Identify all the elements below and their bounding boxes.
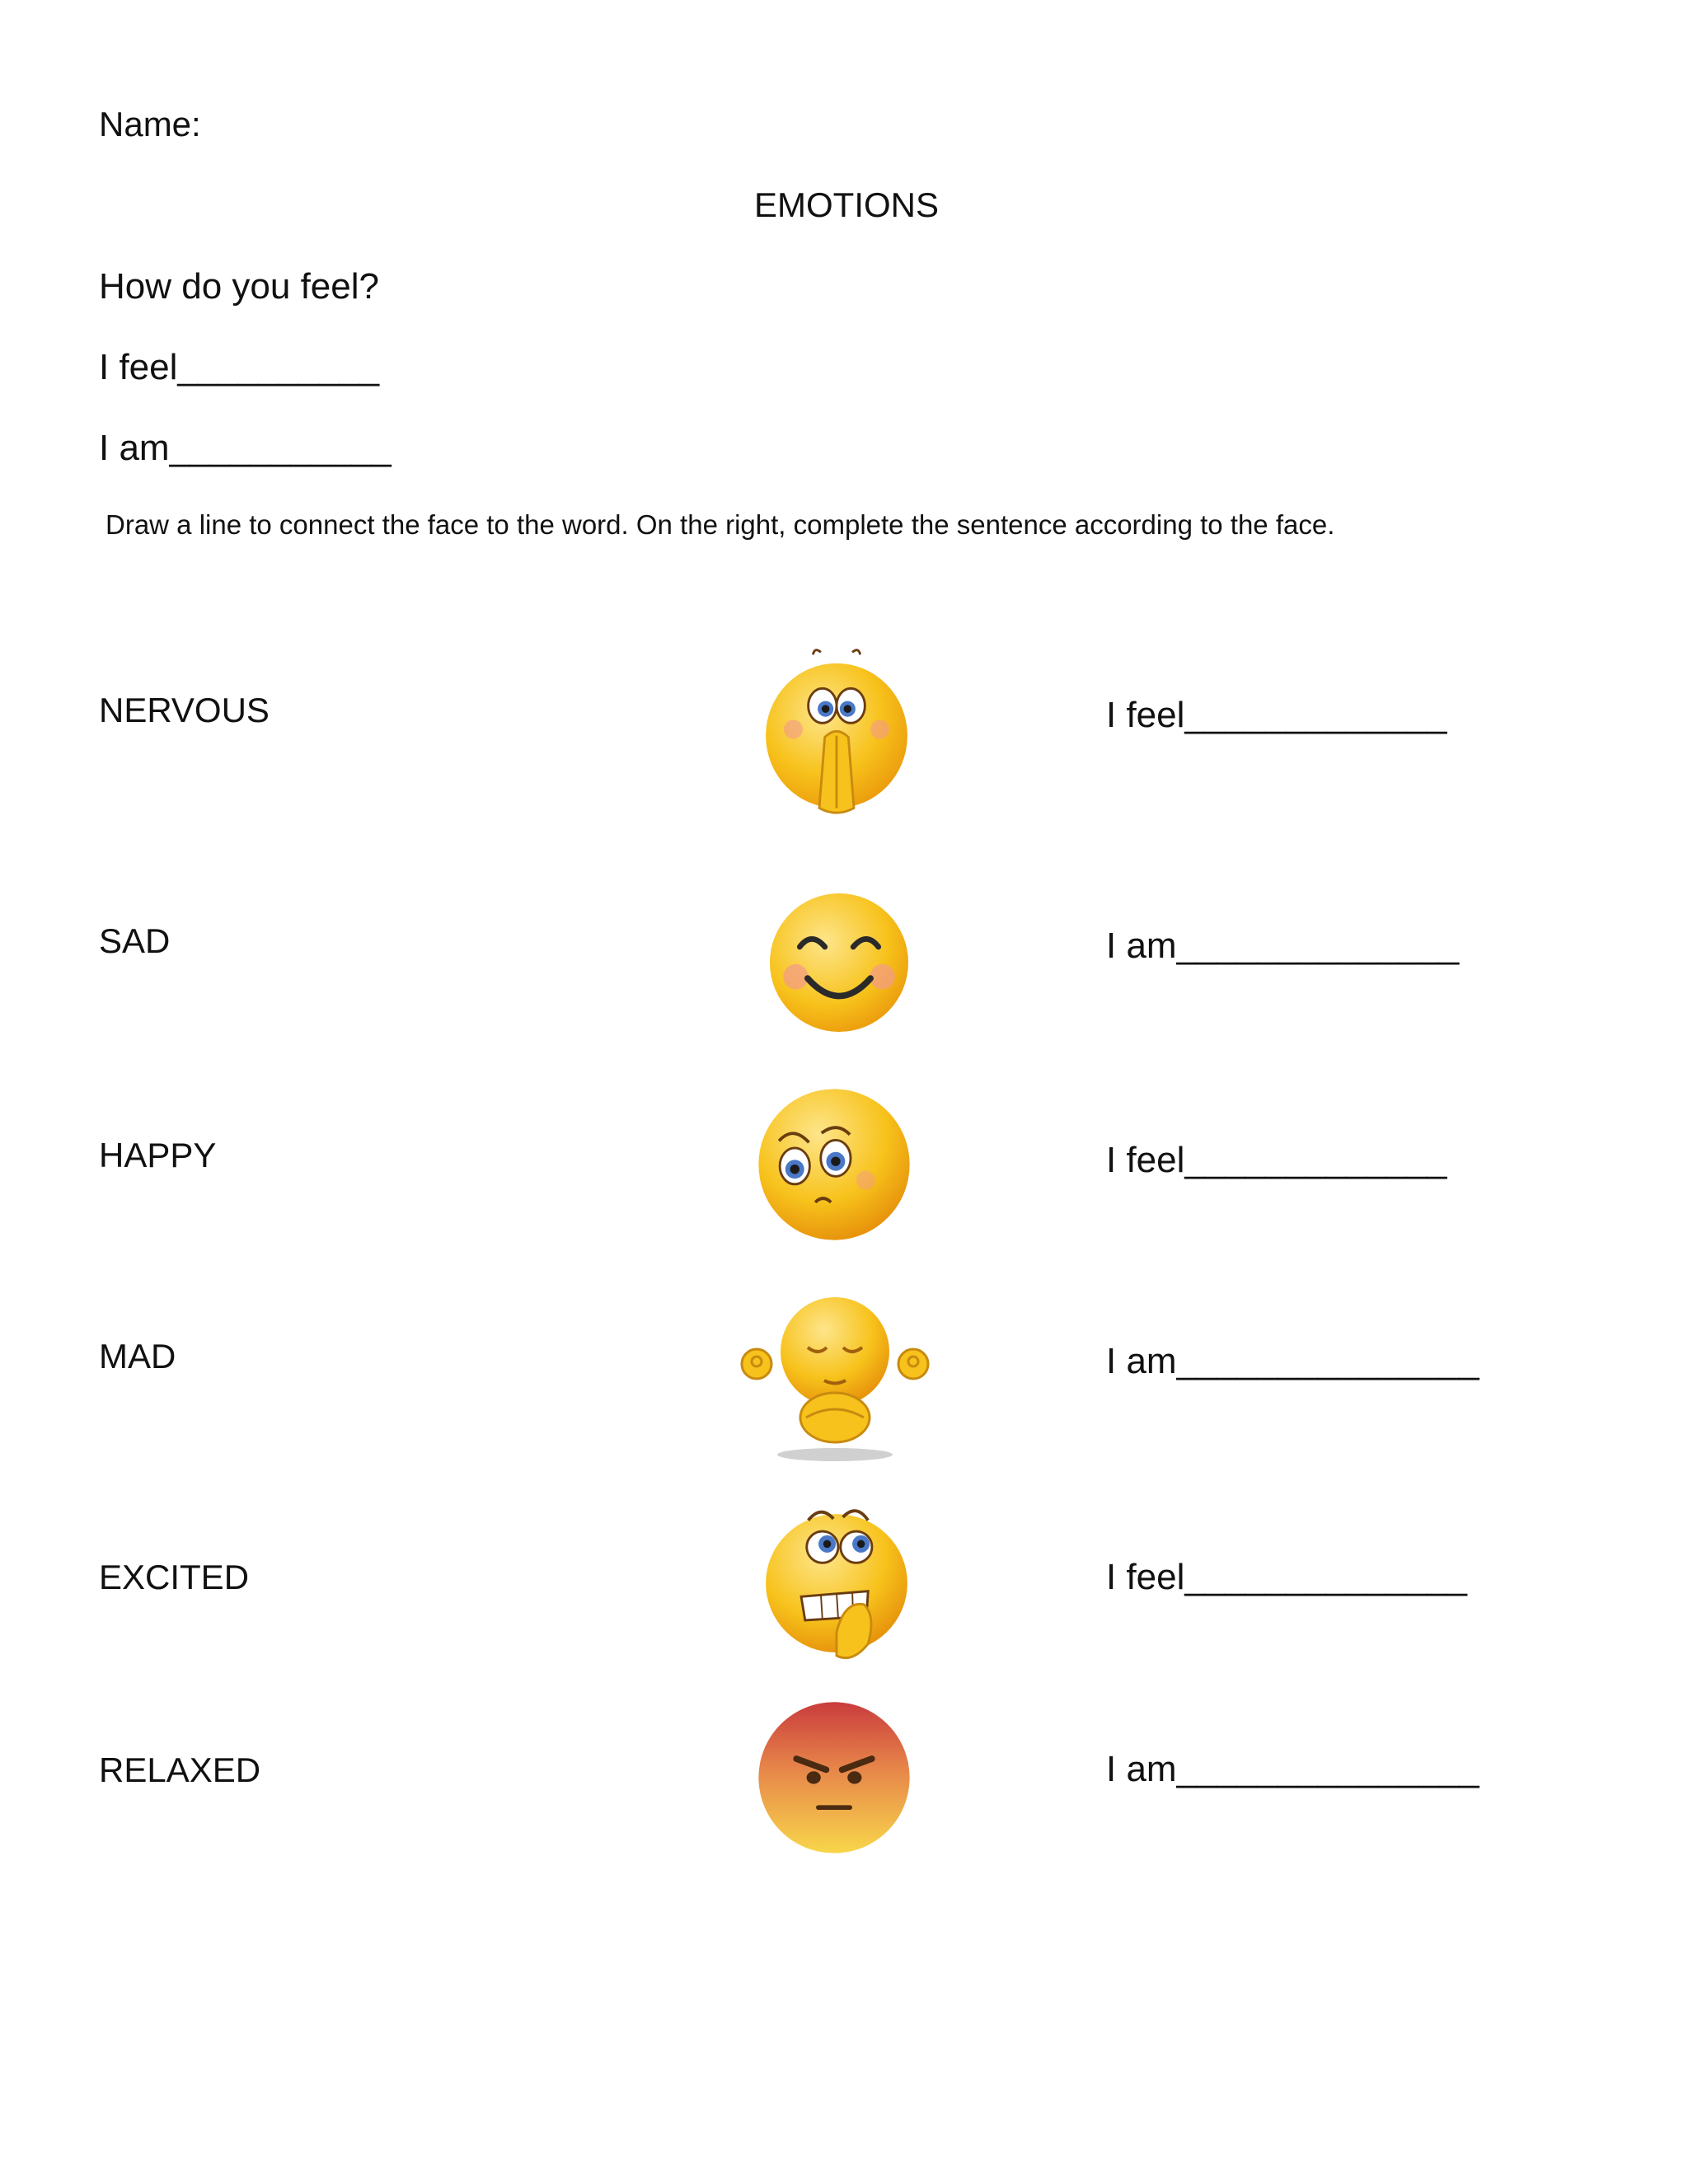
sentence-3[interactable]: I feel_____________: [1106, 1140, 1447, 1180]
word-happy[interactable]: HAPPY: [99, 1136, 217, 1174]
angry-face-icon[interactable]: [752, 1690, 917, 1863]
word-relaxed[interactable]: RELAXED: [99, 1750, 261, 1789]
sentence-6[interactable]: I am_______________: [1106, 1749, 1479, 1789]
sentence-1[interactable]: I feel_____________: [1106, 695, 1447, 735]
sentence-5[interactable]: I feel______________: [1106, 1557, 1467, 1597]
amazed-hands-face-icon[interactable]: [754, 643, 919, 816]
word-excited[interactable]: EXCITED: [99, 1558, 250, 1596]
page-title: EMOTIONS: [754, 185, 940, 224]
word-nervous[interactable]: NERVOUS: [99, 691, 270, 729]
word-mad[interactable]: MAD: [99, 1337, 176, 1376]
word-sad[interactable]: SAD: [99, 921, 171, 960]
nervous-biting-face-icon[interactable]: [754, 1498, 919, 1671]
sad-face-icon[interactable]: [752, 1078, 917, 1251]
meditating-face-icon[interactable]: [732, 1286, 938, 1467]
smiling-face-icon[interactable]: [757, 876, 921, 1049]
sentence-2[interactable]: I am______________: [1106, 926, 1460, 966]
question-heading: How do you feel?: [99, 266, 379, 307]
i-feel-line[interactable]: I feel__________: [99, 347, 380, 387]
name-label: Name:: [99, 105, 201, 143]
sentence-4[interactable]: I am_______________: [1106, 1341, 1479, 1381]
i-am-line[interactable]: I am___________: [99, 428, 392, 468]
instructions-text: Draw a line to connect the face to the word. On the right, complete the sentence according to the face.: [106, 509, 1335, 540]
